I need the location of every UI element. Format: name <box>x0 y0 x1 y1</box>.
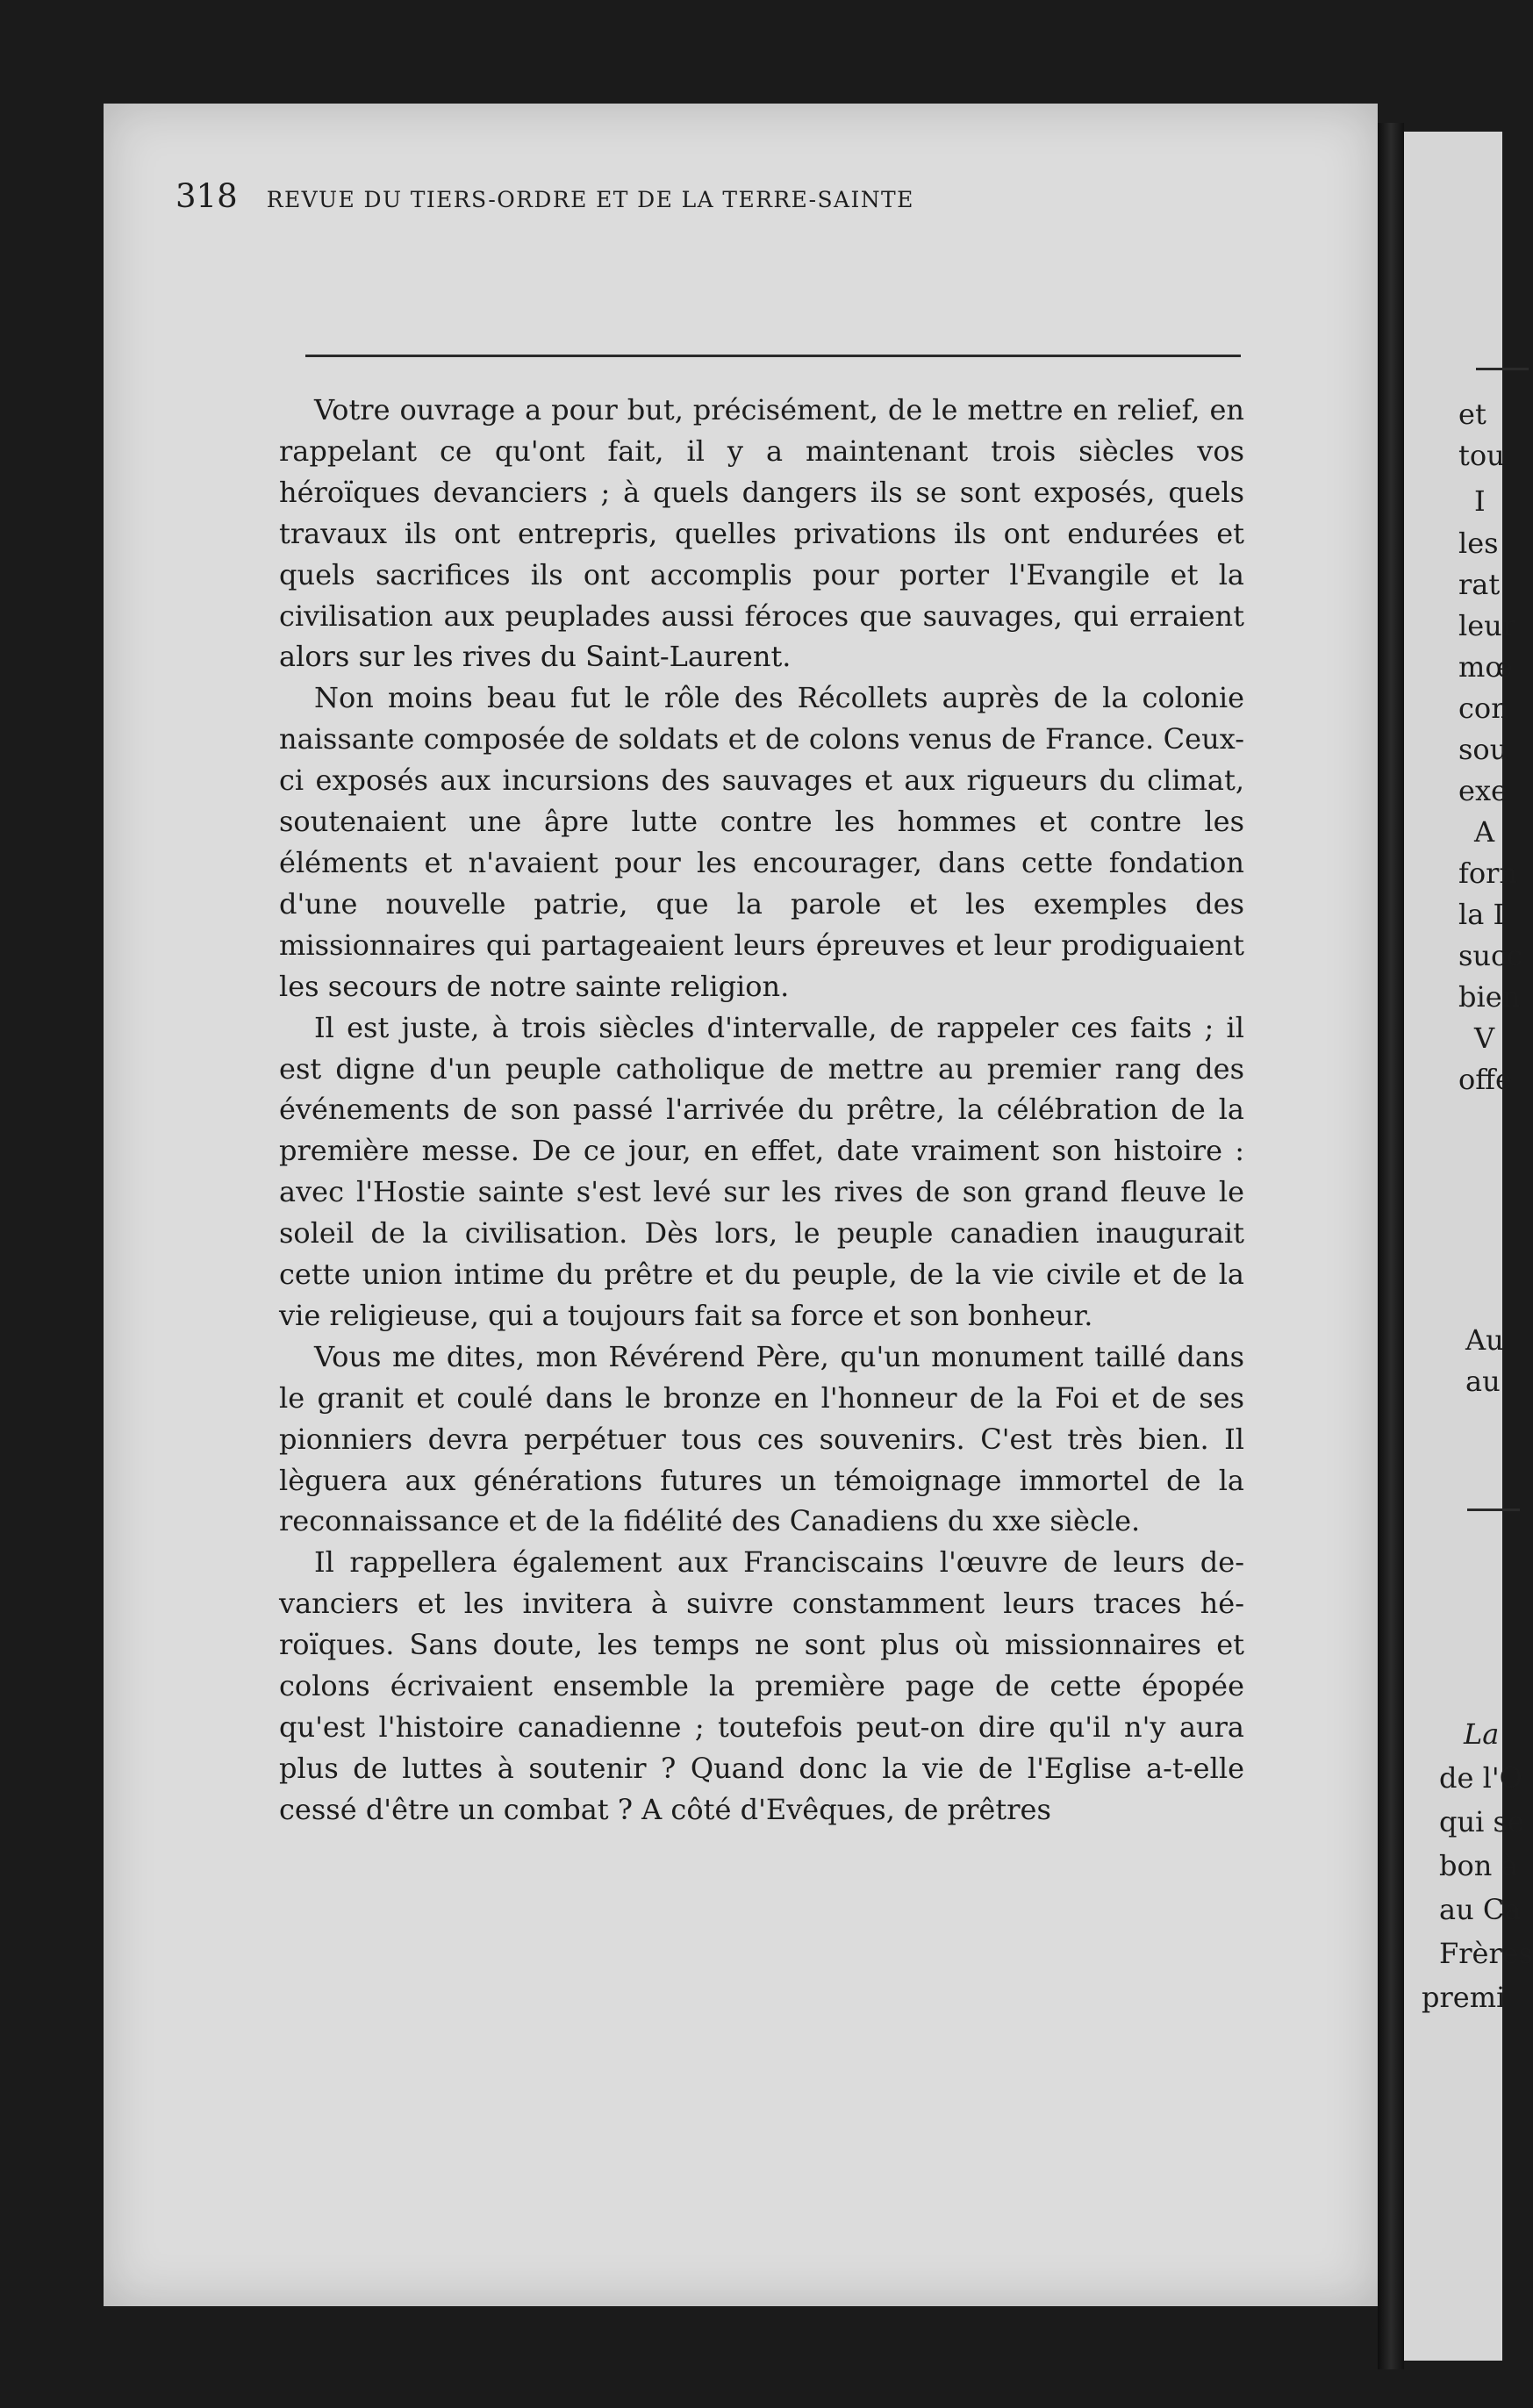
header-rule <box>305 355 1241 357</box>
adjacent-fragment: La <box>1464 1717 1500 1751</box>
adjacent-fragment: qui se <box>1439 1805 1524 1838</box>
adjacent-fragment: leur <box>1458 609 1516 642</box>
adjacent-fragment: mœ <box>1458 650 1513 684</box>
book-gutter <box>1378 123 1404 2369</box>
paragraph: Votre ouvrage a pour but, précisément, de le mettre en relief, en rappelant ce qu'ont fait, il y a maintenant trois siècles vos héroïques devanciers ; à quels dangers ils se sont exposés, quels travaux ils ont entrepris, quelles privations ils ont endurées et quels sacrifices ils ont accomplis pour porter l'Evangile et la civilisation aux peuplades aussi féroces que sauvages, qui erraient alors sur les rives du Saint-Laurent. <box>279 393 1244 674</box>
adjacent-fragment: au Ca <box>1439 1893 1522 1926</box>
adjacent-fragment: tou <box>1458 439 1505 472</box>
adjacent-fragment: forn <box>1458 856 1518 890</box>
adjacent-fragment: sou <box>1458 733 1508 766</box>
adjacent-fragment: bon à <box>1439 1849 1518 1882</box>
adjacent-fragment: V <box>1474 1021 1495 1055</box>
paragraph: Il est juste, à trois siècles d'intervalle, de rappeler ces faits ; il est digne d'un peuple catholique de mettre au premier rang des événements de son passé l'arrivée du prêtre, la célébration de la première messe. De ce jour, en effet, date vraiment son histoire : avec l'Hostie sainte s'est levé sur les rives de son grand fleuve le soleil de la civilisation. Dès lors, le peuple canadien inaugurait cette union intime du prêtre et du peuple, de la vie civile et de la vie religieuse, qui a toujours fait sa force et son bonheur. <box>279 1010 1244 1332</box>
adjacent-fragment: rat <box>1458 568 1501 601</box>
paragraph: Non moins beau fut le rôle des Récollets auprès de la colonie naissante composée de soldats et de colons venus de France. Ceux-ci exposés aux incursions des sauvages et aux rigueurs du climat, soutenaient une âpre lutte contre les hommes et contre les éléments et n'avaient pour les encourager, dans cette fondation d'une nouvelle patrie, que la parole et les exemples des missionnaires qui partageaient leurs épreuves et leur prodiguaient les secours de notre sainte religion. <box>279 681 1244 1003</box>
adjacent-page-dash <box>1467 1509 1520 1511</box>
adjacent-fragment: premi <box>1422 1981 1506 2014</box>
adjacent-fragment: succ <box>1458 939 1522 972</box>
adjacent-page-rule <box>1476 368 1529 370</box>
adjacent-fragment: au <box>1465 1365 1501 1398</box>
adjacent-fragment: les <box>1458 527 1499 560</box>
body-text <box>279 390 1244 1831</box>
running-title: REVUE DU TIERS-ORDRE ET DE LA TERRE-SAINTE <box>266 187 914 212</box>
adjacent-fragment: et <box>1458 398 1486 431</box>
adjacent-fragment: Au <box>1465 1323 1504 1357</box>
adjacent-fragment: I <box>1474 484 1486 518</box>
running-header <box>176 177 1242 215</box>
adjacent-fragment: offe <box>1458 1063 1512 1096</box>
paragraph: Vous me dites, mon Révérend Père, qu'un monument taillé dans le granit et coulé dans le bronze en l'honneur de la Foi et de ses pionniers devra perpétuer tous ces souvenirs. C'est très bien. Il lèguera aux générations futures un témoignage immortel de la reconnaissance et de la fidélité des Canadiens du xxe siècle. <box>279 1339 1244 1538</box>
adjacent-fragment: de l'O <box>1439 1761 1522 1795</box>
paragraph: Il rappellera également aux Franciscains l'œuvre de leurs devanciers et les invitera à suivre constamment leurs traces héroïques. Sans doute, les temps ne sont plus où missionnaires et colons écrivaient ensemble la première page de cette épopée qu'est l'histoire canadienne ; toutefois peut-on dire qu'il n'y aura plus de luttes à soutenir ? Quand donc la vie de l'Eglise a-t-elle cessé d'être un combat ? A côté d'Evêques, de prêtres <box>279 1545 1244 1826</box>
adjacent-fragment: la I <box>1458 898 1505 931</box>
adjacent-fragment: con <box>1458 692 1509 725</box>
page-number: 318 <box>176 177 238 215</box>
adjacent-page <box>1404 132 1533 2361</box>
adjacent-fragment: bien <box>1458 980 1521 1014</box>
adjacent-fragment: Frères <box>1439 1937 1533 1970</box>
adjacent-fragment: exe <box>1458 774 1508 807</box>
adjacent-fragment: A <box>1474 815 1495 849</box>
